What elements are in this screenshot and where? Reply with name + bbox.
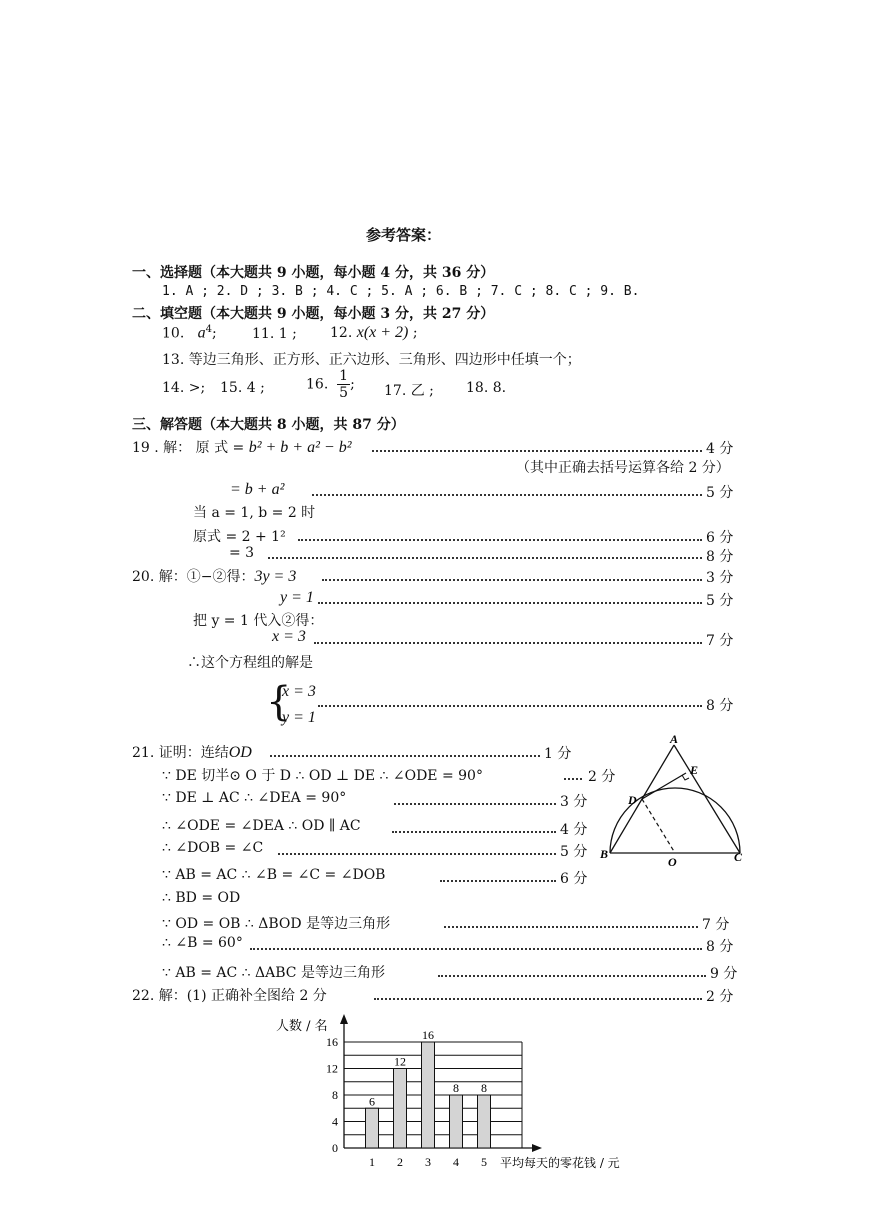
q14-answer: 14. >; (162, 380, 206, 396)
dot-leader (374, 998, 702, 1000)
q21-points-8: 8 分 (706, 939, 734, 955)
q20-line1 (132, 566, 296, 586)
q19-label: 19 . 解： 原 式 = (132, 440, 249, 456)
q10-expr: a (197, 324, 206, 342)
q20-label: 20. 解：①−②得： (132, 569, 255, 585)
page-title: 参考答案： (366, 226, 442, 244)
section-2-heading: 二、填空题（本大题共 9 小题，每小题 3 分，共 27 分） (132, 306, 495, 322)
q13-answer: 13. 等边三角形、正方形、正六边形、三角形、四边形中任填一个； (162, 352, 581, 368)
bar (478, 1095, 491, 1148)
q19-points-3: 6 分 (706, 530, 734, 546)
x-tick-label: 5 (481, 1155, 487, 1169)
q19-points-1: 4 分 (706, 441, 734, 457)
section-3-heading: 三、解答题（本大题共 8 小题，共 87 分） (132, 417, 405, 433)
bar (450, 1095, 463, 1148)
dot-leader (318, 705, 702, 707)
q20-conclusion: ∴这个方程组的解是 (187, 655, 313, 671)
q18-answer: 18. 8. (466, 380, 507, 396)
right-angle-mark (682, 775, 689, 780)
label-e: E (690, 763, 699, 777)
q21-line8: ∵ OD = OB ∴ ΔBOD 是等边三角形 (162, 916, 391, 932)
q22-points-1: 2 分 (706, 989, 734, 1005)
label-c: C (734, 850, 743, 864)
dot-leader (270, 755, 540, 757)
q20-points-2: 5 分 (706, 593, 734, 609)
q19-points-2: 5 分 (706, 485, 734, 501)
q20-expr3: x = 3 (272, 628, 306, 645)
q21-line6: ∵ AB = AC ∴ ∠B = ∠C = ∠DOB (162, 867, 386, 883)
q19-note: （其中正确去括号运算各给 2 分） (516, 460, 730, 476)
q20-points-3: 7 分 (706, 633, 734, 649)
section-1-heading: 一、选择题（本大题共 9 小题，每小题 4 分，共 36 分） (132, 265, 495, 281)
q19-line1 (132, 437, 351, 457)
q21-line3: ∵ DE ⊥ AC ∴ ∠DEA = 90° (162, 790, 347, 806)
q21-line9: ∴ ∠B = 60° (162, 935, 243, 951)
bar-data-label: 16 (422, 1028, 434, 1042)
q10-sup: 4 (205, 324, 212, 335)
x-tick-label: 2 (397, 1155, 403, 1169)
section-1-answers: 1. A ; 2. D ; 3. B ; 4. C ; 5. A ; 6. B ; 7. C ; 8. C ; 9. B. (162, 284, 640, 299)
dot-leader (438, 975, 706, 977)
q20-system-2: y = 1 (282, 709, 316, 726)
geometry-figure (596, 730, 756, 870)
bar (422, 1042, 435, 1148)
bar-data-label: 8 (481, 1081, 487, 1095)
x-tick-label: 3 (425, 1155, 431, 1169)
q12-answer: 12. x(x + 2) ; (330, 324, 418, 341)
y-tick-label: 12 (326, 1061, 338, 1076)
y-axis-arrow (340, 1014, 348, 1024)
q16-label: 16. (306, 376, 329, 393)
q21-line5: ∴ ∠DOB = ∠C (162, 840, 264, 856)
dot-leader (372, 450, 702, 452)
dot-leader (298, 539, 702, 541)
bar-data-label: 12 (394, 1054, 406, 1069)
q20-points-4: 8 分 (706, 698, 734, 714)
y-tick-label: 16 (326, 1035, 338, 1049)
q19-expr3: 原式 = 2 + 1² (193, 529, 286, 545)
x-axis-arrow (532, 1144, 542, 1152)
q21-line10: ∵ AB = AC ∴ ΔABC 是等边三角形 (162, 965, 385, 981)
q20-points-1: 3 分 (706, 570, 734, 586)
q11-answer: 11. 1 ; (252, 326, 297, 342)
bar (366, 1108, 379, 1148)
dot-leader (392, 831, 556, 833)
q12-label: 12. (330, 325, 353, 341)
bar-data-label: 6 (369, 1094, 375, 1109)
dot-leader (564, 778, 582, 780)
label-o: O (668, 855, 677, 869)
q17-answer: 17. 乙 ; (384, 383, 434, 399)
q20-expr2: y = 1 (280, 589, 314, 606)
dot-leader (440, 880, 556, 882)
segment-od-dashed (642, 799, 675, 853)
dot-leader (444, 926, 698, 928)
label-a: A (670, 732, 679, 746)
label-b: B (600, 847, 609, 861)
dot-leader (312, 494, 702, 496)
q10-label: 10. (162, 325, 185, 342)
q21-points-2: 2 分 (588, 769, 616, 785)
q20-substitute: 把 y = 1 代入②得： (193, 613, 324, 629)
q22-line1: 22. 解：(1) 正确补全图给 2 分 (132, 988, 327, 1004)
dot-leader (314, 642, 702, 644)
bar-data-label: 8 (453, 1081, 459, 1095)
q21-expr1: OD (228, 744, 252, 761)
q20-expr1: 3y = 3 (254, 568, 297, 585)
q19-expr2: = b + a² (230, 481, 285, 498)
q21-points-4: 4 分 (560, 822, 588, 838)
x-tick-label: 4 (453, 1155, 459, 1169)
segment-de (642, 773, 686, 799)
x-axis-title: 平均每天的零花钱 / 元 (500, 1156, 620, 1170)
q21-points-6: 6 分 (560, 871, 588, 887)
label-d: D (628, 793, 637, 807)
y-tick-label: 4 (332, 1114, 338, 1129)
q21-points-3: 3 分 (560, 794, 588, 810)
q21-line7: ∴ BD = OD (162, 890, 241, 906)
x-tick-label: 1 (369, 1155, 375, 1169)
q19-points-4: 8 分 (706, 549, 734, 565)
q21-label: 21. 证明：连结 (132, 745, 229, 761)
y-tick-label: 0 (332, 1141, 338, 1155)
dot-leader (278, 853, 556, 855)
q10-answer: 10. $a^4$; (162, 324, 217, 342)
bar (394, 1069, 407, 1149)
q21-line4: ∴ ∠ODE = ∠DEA ∴ OD ∥ AC (162, 818, 361, 834)
bar-chart (270, 1012, 650, 1172)
y-tick-label: 8 (332, 1088, 338, 1102)
q12-expr: x(x + 2) (356, 324, 409, 341)
q16-denominator: 5 (339, 385, 349, 401)
q21-points-1: 1 分 (544, 746, 572, 762)
dot-leader (318, 602, 702, 604)
system-brace: { (266, 679, 292, 725)
q20-system-1: x = 3 (282, 683, 316, 700)
q21-line1 (132, 742, 252, 762)
q19-expr1: b² + b + a² − b² (248, 439, 352, 456)
dot-leader (322, 579, 702, 581)
dot-leader (394, 803, 556, 805)
q21-points-7: 7 分 (702, 917, 730, 933)
dot-leader (268, 557, 702, 559)
q21-points-9: 9 分 (710, 966, 738, 982)
q16-numerator: 1 (339, 368, 349, 384)
dot-leader (250, 948, 702, 950)
q21-line2: ∵ DE 切半⊙ O 于 D ∴ OD ⊥ DE ∴ ∠ODE = 90° (162, 768, 483, 784)
q19-expr4: = 3 (229, 545, 255, 561)
q15-answer: 15. 4 ; (220, 380, 265, 396)
segment-ac (674, 745, 740, 853)
q16-fraction (337, 368, 350, 401)
q19-condition: 当 a = 1, b = 2 时 (193, 505, 316, 521)
y-axis-title: 人数 / 名 (276, 1019, 328, 1034)
q21-points-5: 5 分 (560, 844, 588, 860)
q16-answer: 16. $\frac{1}{5}$ ; (306, 368, 355, 401)
